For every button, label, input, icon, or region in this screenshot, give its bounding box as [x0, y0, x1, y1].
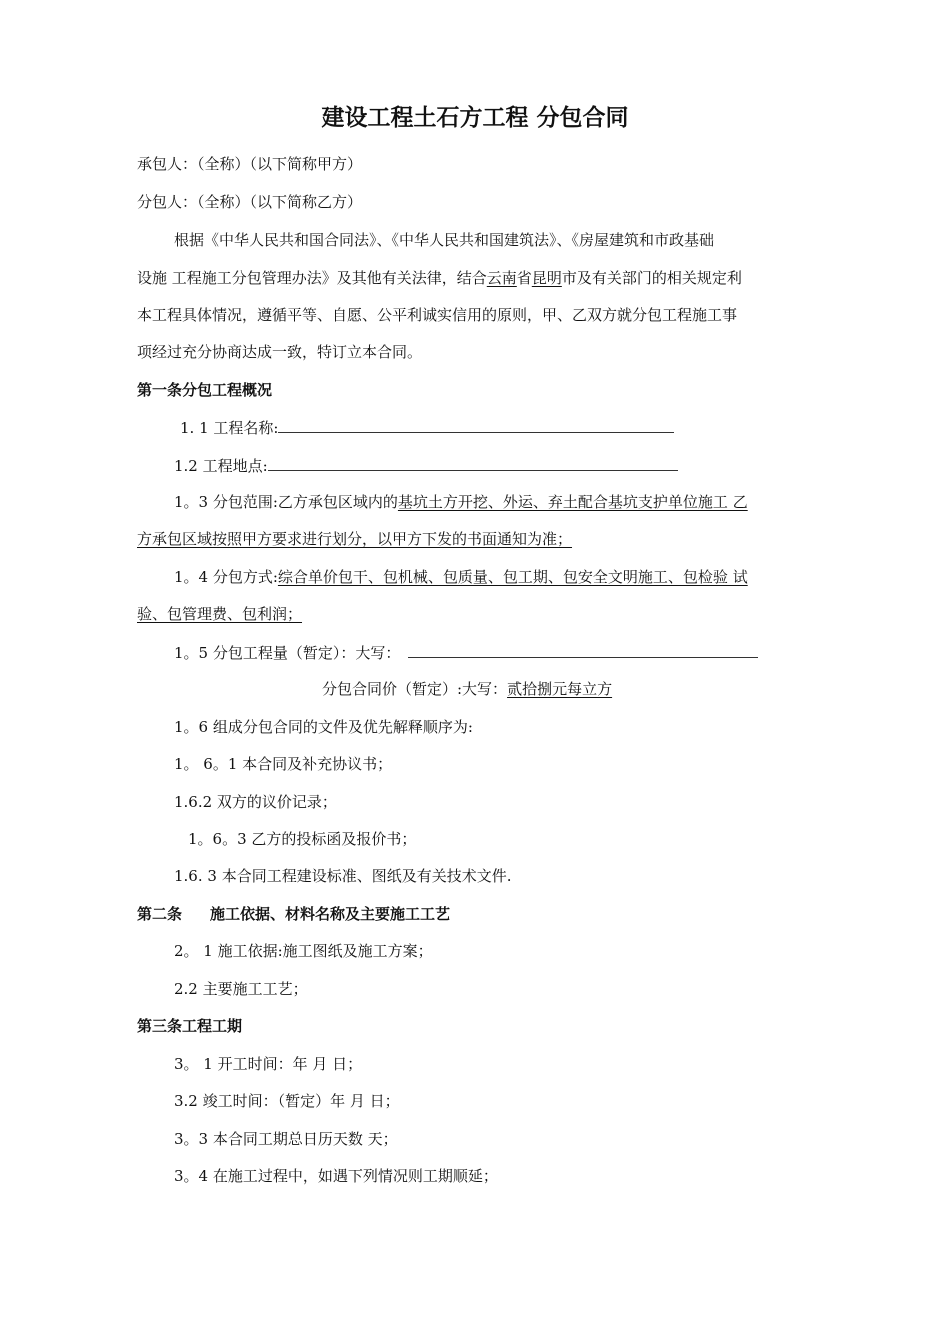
- scope-label: 1。3 分包范围:乙方承包区域内的: [174, 493, 398, 511]
- scope-value-2: 方承包区域按照甲方要求进行划分，以甲方下发的书面通知为准；: [137, 530, 573, 548]
- article-1-heading: 第一条分包工程概况: [137, 381, 273, 399]
- completion-date-line: 3.2 竣工时间：（暂定）年 月 日；: [174, 1092, 400, 1110]
- quantity-blank: [408, 642, 758, 658]
- contract-doc-2: 1.6.2 双方的议价记录；: [174, 793, 337, 811]
- start-date-line: 3。 1 开工时间：年 月 日；: [174, 1055, 363, 1073]
- contract-docs-line: 1。6 组成分包合同的文件及优先解释顺序为:: [174, 718, 473, 736]
- contract-doc-1: 1。 6。1 本合同及补充协议书；: [174, 755, 393, 773]
- document-title: 建设工程土石方工程 分包合同: [321, 104, 629, 131]
- contract-doc-4: 1.6. 3 本合同工程建设标准、图纸及有关技术文件.: [174, 867, 512, 885]
- price-line: [322, 679, 612, 699]
- preamble-text-a: 设施 工程施工分包管理办法》及其他有关法律，结合: [137, 269, 487, 287]
- preamble-line-1: 根据《中华人民共和国合同法》、《中华人民共和国建筑法》、《房屋建筑和市政基础: [174, 231, 715, 249]
- method-line-1: [174, 567, 748, 587]
- preamble-line-3: 本工程具体情况，遵循平等、自愿、公平利诚实信用的原则，甲、乙双方就分包工程施工事: [137, 306, 738, 324]
- scope-line-1: [174, 492, 748, 512]
- method-value-1: 综合单价包干、包机械、包质量、包工期、包安全文明施工、包检验 试: [277, 568, 748, 586]
- quantity-label: 1。5 分包工程量（暂定）：大写：: [174, 644, 401, 662]
- article-3-heading: 第三条工程工期: [137, 1017, 243, 1035]
- scope-value-1: 基坑土方开挖、外运、弃土配合基坑支护单位施工 乙: [397, 493, 748, 511]
- project-name-line: [180, 417, 674, 438]
- construction-basis-line: 2。 1 施工依据:施工图纸及施工方案；: [174, 942, 433, 960]
- article-2-number: 第二条: [137, 905, 183, 923]
- subcontractor-line: 分包人：（全称）（以下简称乙方）: [137, 193, 363, 211]
- project-location-label: 1.2 工程地点:: [174, 457, 268, 475]
- method-value-2: 验、包管理费、包利润；: [137, 605, 303, 623]
- method-label: 1。4 分包方式:: [174, 568, 278, 586]
- construction-process-line: 2.2 主要施工工艺；: [174, 980, 308, 998]
- total-days-line: 3。3 本合同工期总日历天数 天；: [174, 1130, 398, 1148]
- project-location-line: [174, 455, 678, 476]
- quantity-line: [174, 642, 758, 663]
- province-value: 云南: [486, 269, 517, 287]
- preamble-text-b: 省: [516, 269, 532, 287]
- project-location-blank: [268, 455, 678, 471]
- city-value: 昆明: [531, 269, 562, 287]
- contract-doc-3: 1。6。3 乙方的投标函及报价书；: [188, 830, 417, 848]
- extension-line: 3。4 在施工过程中，如遇下列情况则工期顺延；: [174, 1167, 498, 1185]
- project-name-label: 1. 1 工程名称:: [180, 419, 279, 437]
- project-name-blank: [278, 417, 674, 433]
- contractor-line: 承包人：（全称）（以下简称甲方）: [137, 155, 363, 173]
- price-value: 贰拾捌元每立方: [507, 680, 613, 698]
- article-2-title: 施工依据、材料名称及主要施工工艺: [210, 905, 451, 923]
- preamble-text-c: 市及有关部门的相关规定利: [561, 269, 742, 287]
- price-label: 分包合同价（暂定）:大写：: [322, 680, 508, 698]
- article-2-heading: [137, 904, 450, 924]
- preamble-line-4: 项经过充分协商达成一致，特订立本合同。: [137, 343, 423, 361]
- preamble-line-2: [137, 268, 742, 288]
